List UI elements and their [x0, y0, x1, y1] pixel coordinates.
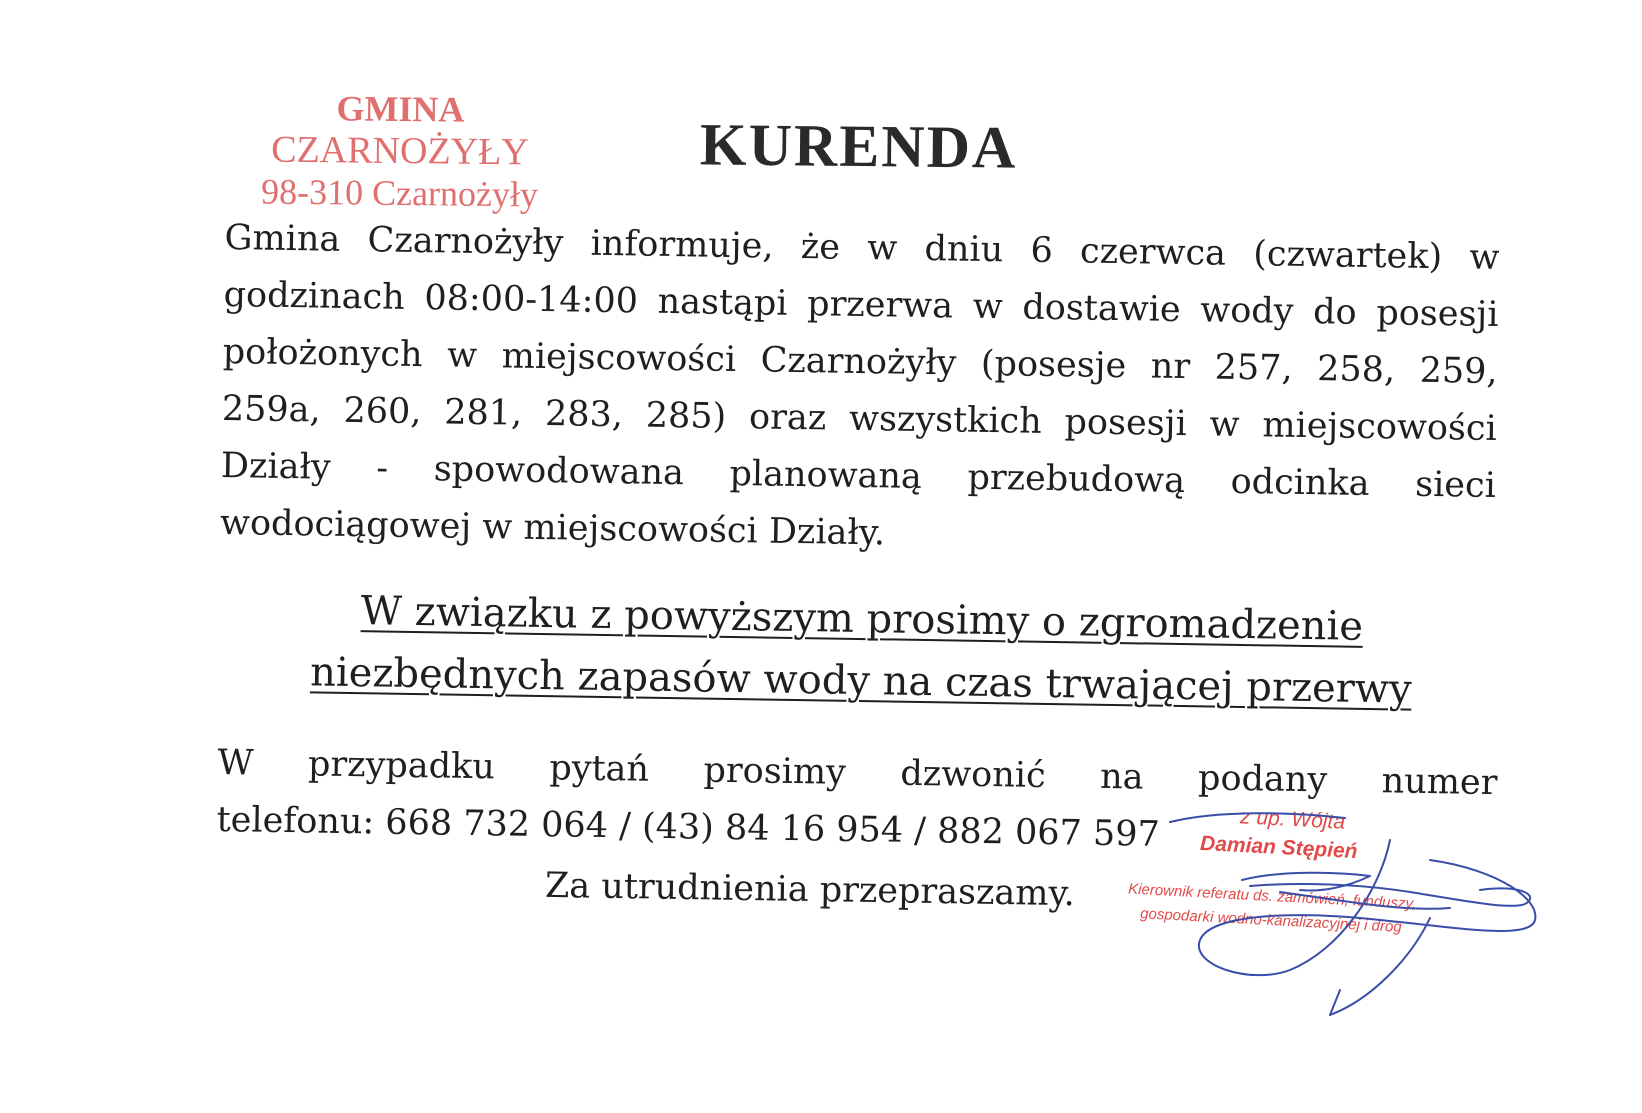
document-title: KURENDA [699, 111, 1018, 181]
apology-text: Za utrudnienia przepraszamy. [544, 865, 1076, 915]
signature-stamp-line-1: z up. Wójta [1239, 805, 1346, 834]
notice-line-1: W związku z powyższym prosimy o zgromadzenie [360, 588, 1364, 650]
stamp-line-3: 98-310 Czarnożyły [260, 171, 539, 215]
stamp-line-2: CZARNOŻYŁY [271, 128, 529, 174]
signature-stamp-line-3: Kierownik referatu ds. zamówień, funduszy, [1127, 880, 1417, 913]
signature-stamp-line-2: Damian Stępień [1199, 831, 1359, 864]
water-supply-notice [223, 578, 1500, 722]
signature-stamp-line-4: gospodarki wodno-kanalizacyjnej i dróg [1139, 905, 1403, 936]
stamp-line-1: GMINA [336, 88, 465, 130]
contact-line-1: W przypadku pytań prosimy dzwonić na podany numer [217, 742, 1498, 804]
announcement-body: Gmina Czarnożyły informuje, że w dniu 6 czerwca (czwartek) w godzinach 08:00-14:00 nastąpi przerwa w dostawie wody do posesji położonych w miejscowości Czarnożyły (posesje nr 257, 258, 259, 259a, 260, 281, 283, 285) oraz wszystkich posesji w miejscowości Działy - spowodowana planowaną przebudową odcinka sieci wodociągowej w miejscowości Działy. [219, 217, 1500, 554]
municipality-stamp [229, 86, 570, 216]
handwritten-signature [1127, 800, 1610, 1020]
signature-block [1127, 800, 1610, 1020]
contact-line-2: telefonu: 668 732 064 / (43) 84 16 954 / 882 067 597 [216, 799, 1161, 855]
notice-line-2: niezbędnych zapasów wody na czas trwającej przerwy [309, 649, 1413, 713]
